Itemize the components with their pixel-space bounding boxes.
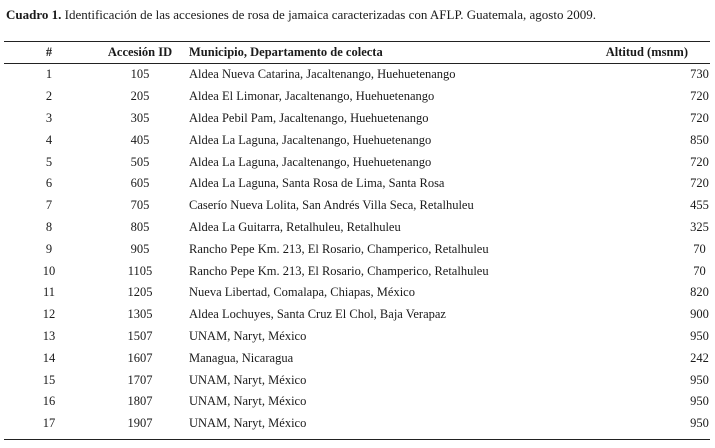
table-row — [4, 108, 710, 130]
altitude-cell: 720 — [690, 154, 709, 169]
row-number-cell: 17 — [42, 416, 56, 431]
table-row — [4, 347, 710, 369]
table-row — [4, 217, 710, 239]
table-row — [4, 391, 710, 413]
altitude-cell: 455 — [690, 198, 709, 213]
row-number-cell: 16 — [42, 394, 56, 409]
table-row — [4, 86, 710, 108]
table-row — [4, 369, 710, 391]
accession-id-cell: 1607 — [127, 350, 153, 365]
header-municipality: Municipio, Departamento de colecta — [189, 45, 383, 59]
table-row — [4, 173, 710, 195]
accessions-table — [4, 42, 710, 435]
altitude-cell: 850 — [690, 132, 709, 147]
table-row — [4, 282, 710, 304]
accession-id-cell: 1707 — [127, 372, 153, 387]
altitude-cell: 950 — [690, 328, 709, 343]
altitude-cell: 720 — [690, 110, 709, 125]
caption-text: Identificación de las accesiones de rosa de jamaica caracterizadas con AFLP. Guatemala, agosto 2009. — [61, 7, 596, 22]
accession-id-cell: 1807 — [127, 394, 153, 409]
accession-id-cell: 805 — [130, 219, 150, 234]
municipality-cell: Aldea Pebil Pam, Jacaltenango, Huehuetenango — [189, 110, 429, 125]
row-number-cell: 12 — [42, 307, 56, 322]
row-number-cell: 2 — [45, 89, 53, 104]
municipality-cell: UNAM, Naryt, México — [189, 372, 307, 387]
row-number-cell: 15 — [42, 372, 56, 387]
municipality-cell: Aldea El Limonar, Jacaltenango, Huehuetenango — [189, 89, 435, 104]
row-number-cell: 1 — [45, 67, 53, 82]
altitude-cell: 950 — [690, 372, 709, 387]
row-number-cell: 10 — [42, 263, 56, 278]
table-row — [4, 326, 710, 348]
row-number-cell: 14 — [42, 350, 56, 365]
altitude-cell: 720 — [690, 89, 709, 104]
altitude-cell: 730 — [690, 67, 709, 82]
table-body — [4, 63, 710, 435]
accession-id-cell: 705 — [130, 198, 150, 213]
accession-id-cell: 1507 — [127, 328, 153, 343]
accession-id-cell: 905 — [130, 241, 150, 256]
altitude-cell: 242 — [690, 350, 709, 365]
caption-label: Cuadro 1. — [6, 7, 62, 22]
altitude-cell: 950 — [690, 416, 709, 431]
header-accession-id: Accesión ID — [107, 45, 173, 59]
accession-id-cell: 1305 — [127, 307, 153, 322]
municipality-cell: Aldea Nueva Catarina, Jacaltenango, Huehuetenango — [189, 67, 456, 82]
table-row — [4, 304, 710, 326]
accession-id-cell: 505 — [130, 154, 150, 169]
table-row — [4, 413, 710, 435]
municipality-cell: Rancho Pepe Km. 213, El Rosario, Champerico, Retalhuleu — [189, 241, 489, 256]
row-number-cell: 13 — [42, 328, 56, 343]
municipality-cell: Aldea La Laguna, Jacaltenango, Huehuetenango — [189, 132, 432, 147]
accession-id-cell: 105 — [130, 67, 150, 82]
header-number: # — [45, 45, 53, 59]
row-number-cell: 11 — [42, 285, 56, 300]
municipality-cell: Managua, Nicaragua — [189, 350, 294, 365]
municipality-cell: Caserío Nueva Lolita, San Andrés Villa Seca, Retalhuleu — [189, 198, 474, 213]
altitude-cell: 70 — [693, 263, 706, 278]
accession-id-cell: 1205 — [127, 285, 153, 300]
municipality-cell: Nueva Libertad, Comalapa, Chiapas, México — [189, 285, 415, 300]
table-caption — [6, 7, 596, 23]
table-row — [4, 238, 710, 260]
altitude-cell: 720 — [690, 176, 709, 191]
row-number-cell: 4 — [45, 132, 53, 147]
municipality-cell: Aldea La Laguna, Jacaltenango, Huehuetenango — [189, 154, 432, 169]
accession-id-cell: 405 — [130, 132, 150, 147]
table-row — [4, 129, 710, 151]
municipality-cell: UNAM, Naryt, México — [189, 416, 307, 431]
municipality-cell: Aldea Lochuyes, Santa Cruz El Chol, Baja Verapaz — [189, 307, 446, 322]
table-row — [4, 151, 710, 173]
accession-id-cell: 205 — [130, 89, 150, 104]
accession-id-cell: 1105 — [127, 263, 153, 278]
bottom-rule — [4, 439, 710, 440]
altitude-cell: 325 — [690, 219, 709, 234]
row-number-cell: 8 — [45, 219, 53, 234]
municipality-cell: Rancho Pepe Km. 213, El Rosario, Champerico, Retalhuleu — [189, 263, 489, 278]
table-row — [4, 63, 710, 86]
row-number-cell: 9 — [45, 241, 53, 256]
row-number-cell: 7 — [45, 198, 53, 213]
municipality-cell: UNAM, Naryt, México — [189, 328, 307, 343]
accession-id-cell: 1907 — [127, 416, 153, 431]
header-altitude: Altitud (msnm) — [605, 45, 688, 59]
header-row — [4, 42, 710, 63]
altitude-cell: 900 — [690, 307, 709, 322]
row-number-cell: 3 — [45, 110, 53, 125]
altitude-cell: 820 — [690, 285, 709, 300]
municipality-cell: UNAM, Naryt, México — [189, 394, 307, 409]
municipality-cell: Aldea La Laguna, Santa Rosa de Lima, Santa Rosa — [189, 176, 445, 191]
table-row — [4, 260, 710, 282]
altitude-cell: 950 — [690, 394, 709, 409]
table-row — [4, 195, 710, 217]
accession-id-cell: 605 — [130, 176, 150, 191]
row-number-cell: 6 — [45, 176, 53, 191]
municipality-cell: Aldea La Guitarra, Retalhuleu, Retalhuleu — [189, 219, 401, 234]
row-number-cell: 5 — [45, 154, 53, 169]
altitude-cell: 70 — [693, 241, 706, 256]
accession-id-cell: 305 — [130, 110, 150, 125]
